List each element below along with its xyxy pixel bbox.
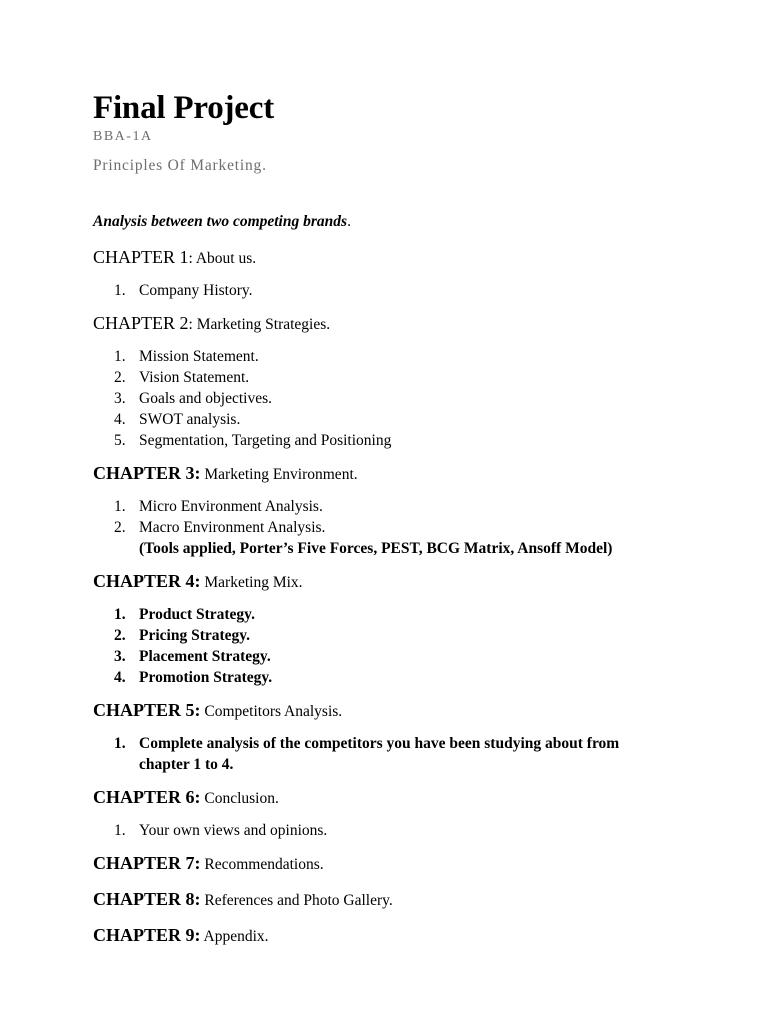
chapter-items	[93, 496, 733, 559]
chapter-label: CHAPTER 7:	[93, 853, 201, 873]
list-item: 1. Mission Statement.	[114, 348, 259, 365]
document-page	[93, 88, 733, 948]
chapter-label: CHAPTER 9:	[93, 925, 201, 945]
list-item: 4. SWOT analysis.	[114, 411, 241, 428]
list-item: 1. Micro Environment Analysis.	[114, 498, 323, 515]
list-item: 2. Macro Environment Analysis.	[114, 519, 326, 536]
chapter-heading	[93, 924, 733, 948]
chapter-title: Conclusion.	[204, 790, 279, 807]
tools-note: (Tools applied, Porter’s Five Forces, PEST, BCG Matrix, Ansoff Model)	[139, 540, 613, 557]
chapter-title: Appendix.	[203, 928, 269, 945]
list-item: 5. Segmentation, Targeting and Positioning	[114, 432, 392, 449]
chapter-separator: :	[188, 250, 196, 267]
chapter-label: CHAPTER 2	[93, 313, 189, 333]
chapter-title: Recommendations.	[204, 856, 324, 873]
chapter-heading	[93, 462, 733, 486]
chapter-title: About us.	[195, 250, 257, 267]
chapter-label: CHAPTER 4:	[93, 571, 201, 591]
list-item: 1. Company History.	[114, 282, 253, 299]
chapter-items	[93, 733, 733, 775]
chapter-label: CHAPTER 1	[93, 247, 189, 267]
list-item: 3. Goals and objectives.	[114, 390, 273, 407]
list-item: 2. Vision Statement.	[114, 369, 250, 386]
chapter-title: References and Photo Gallery.	[204, 892, 393, 909]
document-title: Final Project	[93, 90, 274, 126]
list-item: 1. Complete analysis of the competitors you have been studying about from chapter 1 to 4.	[114, 735, 620, 773]
list-item: 1. Product Strategy.	[114, 606, 255, 623]
course-name: Principles Of Marketing.	[93, 157, 267, 174]
chapter-heading	[93, 852, 733, 876]
chapter-items	[93, 820, 733, 841]
chapter-heading	[93, 699, 733, 723]
chapter-title: Marketing Strategies.	[196, 316, 331, 333]
list-item: 1. Your own views and opinions.	[114, 822, 328, 839]
chapter-separator: :	[188, 316, 197, 333]
chapter-items	[93, 280, 733, 301]
chapter-label: CHAPTER 5:	[93, 700, 201, 720]
chapter-title: Competitors Analysis.	[204, 703, 343, 720]
chapter-title: Marketing Environment.	[204, 466, 358, 483]
chapter-heading	[93, 246, 733, 270]
document-subtitle: BBA-1A	[93, 129, 153, 144]
chapter-items	[93, 346, 733, 451]
chapter-heading	[93, 786, 733, 810]
chapter-heading	[93, 888, 733, 912]
analysis-suffix: .	[347, 213, 351, 230]
chapter-title: Marketing Mix.	[204, 574, 303, 591]
list-item-note	[93, 538, 733, 559]
list-item: 2. Pricing Strategy.	[114, 627, 251, 644]
chapter-heading	[93, 570, 733, 594]
analysis-text: Analysis between two competing brands	[93, 213, 348, 230]
analysis-heading	[93, 212, 733, 232]
chapter-label: CHAPTER 6:	[93, 787, 201, 807]
chapter-label: CHAPTER 3:	[93, 463, 201, 483]
chapter-label: CHAPTER 8:	[93, 889, 201, 909]
chapter-items	[93, 604, 733, 688]
list-item: 3. Placement Strategy.	[114, 648, 271, 665]
chapter-heading	[93, 312, 733, 336]
list-item: 4. Promotion Strategy.	[114, 669, 273, 686]
